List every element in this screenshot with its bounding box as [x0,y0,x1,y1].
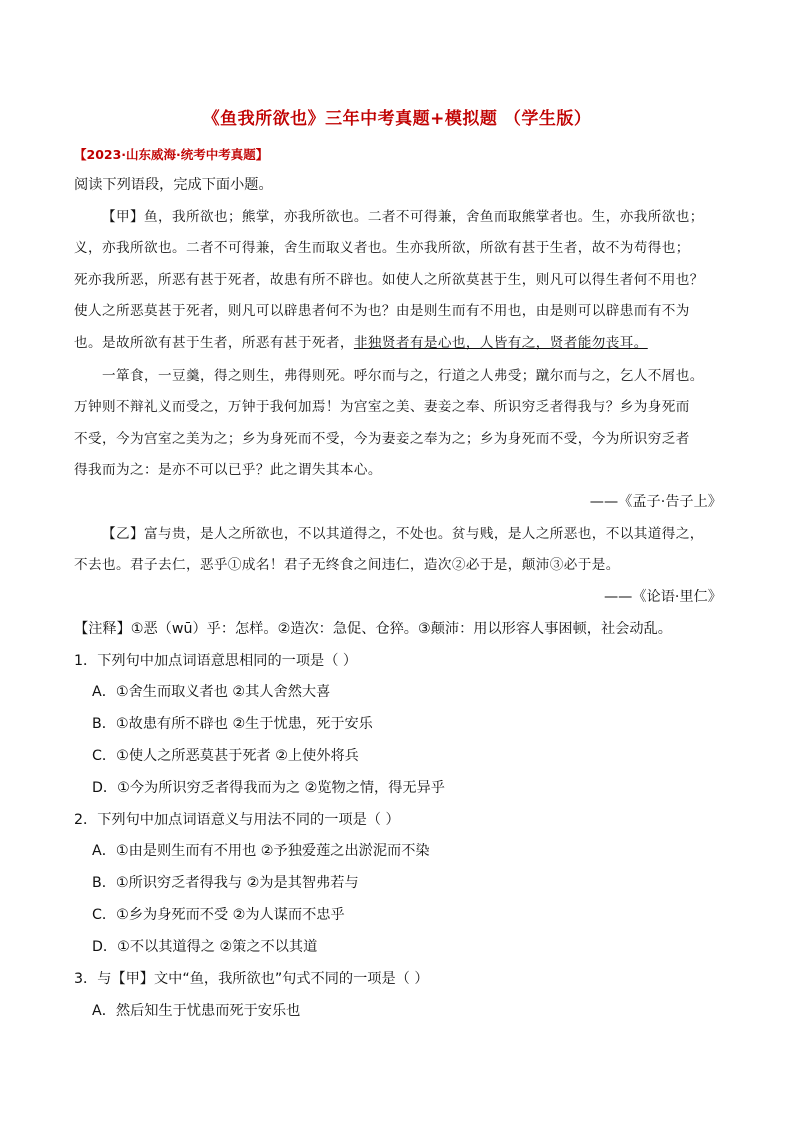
question-2-stem: 2．下列句中加点词语意义与用法不同的一项是（ ） [74,812,400,828]
question-1-option-b: B．①故患有所不辟也 ②生于忧患，死于安乐 [92,716,373,732]
passage-jia-line-8: 不受，今为宫室之美为之；乡为身死而不受，今为妻妾之奉为之；乡为身死而不受，今为所识穷乏者 [74,431,690,447]
question-2-option-a: A．①由是则生而有不用也 ②予独爱莲之出淤泥而不染 [92,843,430,859]
passage-jia-line-9: 得我而为之：是亦不可以已乎？此之谓失其本心。 [74,462,382,478]
passage-yi-line-2: 不去也。君子去仁，恶乎①成名！君子无终食之间违仁，造次②必于是，颠沛③必于是。 [74,557,620,573]
question-3-option-a: A．然后知生于忧患而死于安乐也 [92,1003,301,1019]
passage-jia-line-5 [74,333,724,353]
instruction-text: 阅读下列语段，完成下面小题。 [74,177,273,193]
passage-jia-line-3: 死亦我所恶，所恶有甚于死者，故患有所不辟也。如使人之所欲莫甚于生，则凡可以得生者何不用也？ [74,272,704,288]
page-title: 《鱼我所欲也》三年中考真题+模拟题 （学生版） [202,109,592,129]
annotation-notes: 【注释】①恶（wū）乎：怎样。②造次：急促、仓猝。③颠沛：用以形容人事困顿，社会动乱。 [74,621,672,637]
underlined-sentence: 非独贤者有是心也，人皆有之，贤者能勿丧耳。 [353,335,648,351]
question-1-option-a: A．①舍生而取义者也 ②其人舍然大喜 [92,684,331,700]
passage-jia-line-1: 【甲】鱼，我所欲也；熊掌，亦我所欲也。二者不可得兼，舍鱼而取熊掌者也。生，亦我所欲也； [102,209,704,225]
source-tag: 【2023·山东威海·统考中考真题】 [74,147,269,162]
question-2-option-d: D．①不以其道得之 ②策之不以其道 [92,939,318,955]
question-3-stem: 3．与【甲】文中“鱼，我所欲也”句式不同的一项是（ ） [74,971,429,987]
passage-jia-line-4: 使人之所恶莫甚于死者，则凡可以辟患者何不为也？由是则生而有不用也，由是则可以辟患而有不为 [74,303,690,319]
question-2-option-c: C．①乡为身死而不受 ②为人谋而不忠乎 [92,907,345,923]
question-1-option-c: C．①使人之所恶莫甚于死者 ②上使外将兵 [92,748,359,764]
passage-yi-line-1: 【乙】富与贵，是人之所欲也，不以其道得之，不处也。贫与贱，是人之所恶也，不以其道得之， [102,526,704,542]
question-1-stem: 1．下列句中加点词语意思相同的一项是（ ） [74,653,358,669]
passage-jia-source: ——《孟子·告子上》 [589,494,722,510]
passage-yi-source: ——《论语·里仁》 [603,589,722,605]
question-2-option-b: B．①所识穷乏者得我与 ②为是其智弗若与 [92,875,359,891]
passage-jia-line-2: 义，亦我所欲也。二者不可得兼，舍生而取义者也。生亦我所欲，所欲有甚于生者，故不为苟得也； [74,240,690,256]
question-1-option-d: D．①今为所识穷乏者得我而为之 ②览物之情，得无异乎 [92,780,445,796]
passage-jia-line-7: 万钟则不辩礼义而受之，万钟于我何加焉！为宫室之美、妻妾之奉、所识穷乏者得我与？乡为身死而 [74,399,690,415]
passage-jia-line-6: 一箪食，一豆羹，得之则生，弗得则死。呼尔而与之，行道之人弗受；蹴尔而与之，乞人不屑也。 [102,368,704,384]
passage-jia-line-5-text: 也。是故所欲有甚于生者，所恶有甚于死者， [74,335,354,351]
